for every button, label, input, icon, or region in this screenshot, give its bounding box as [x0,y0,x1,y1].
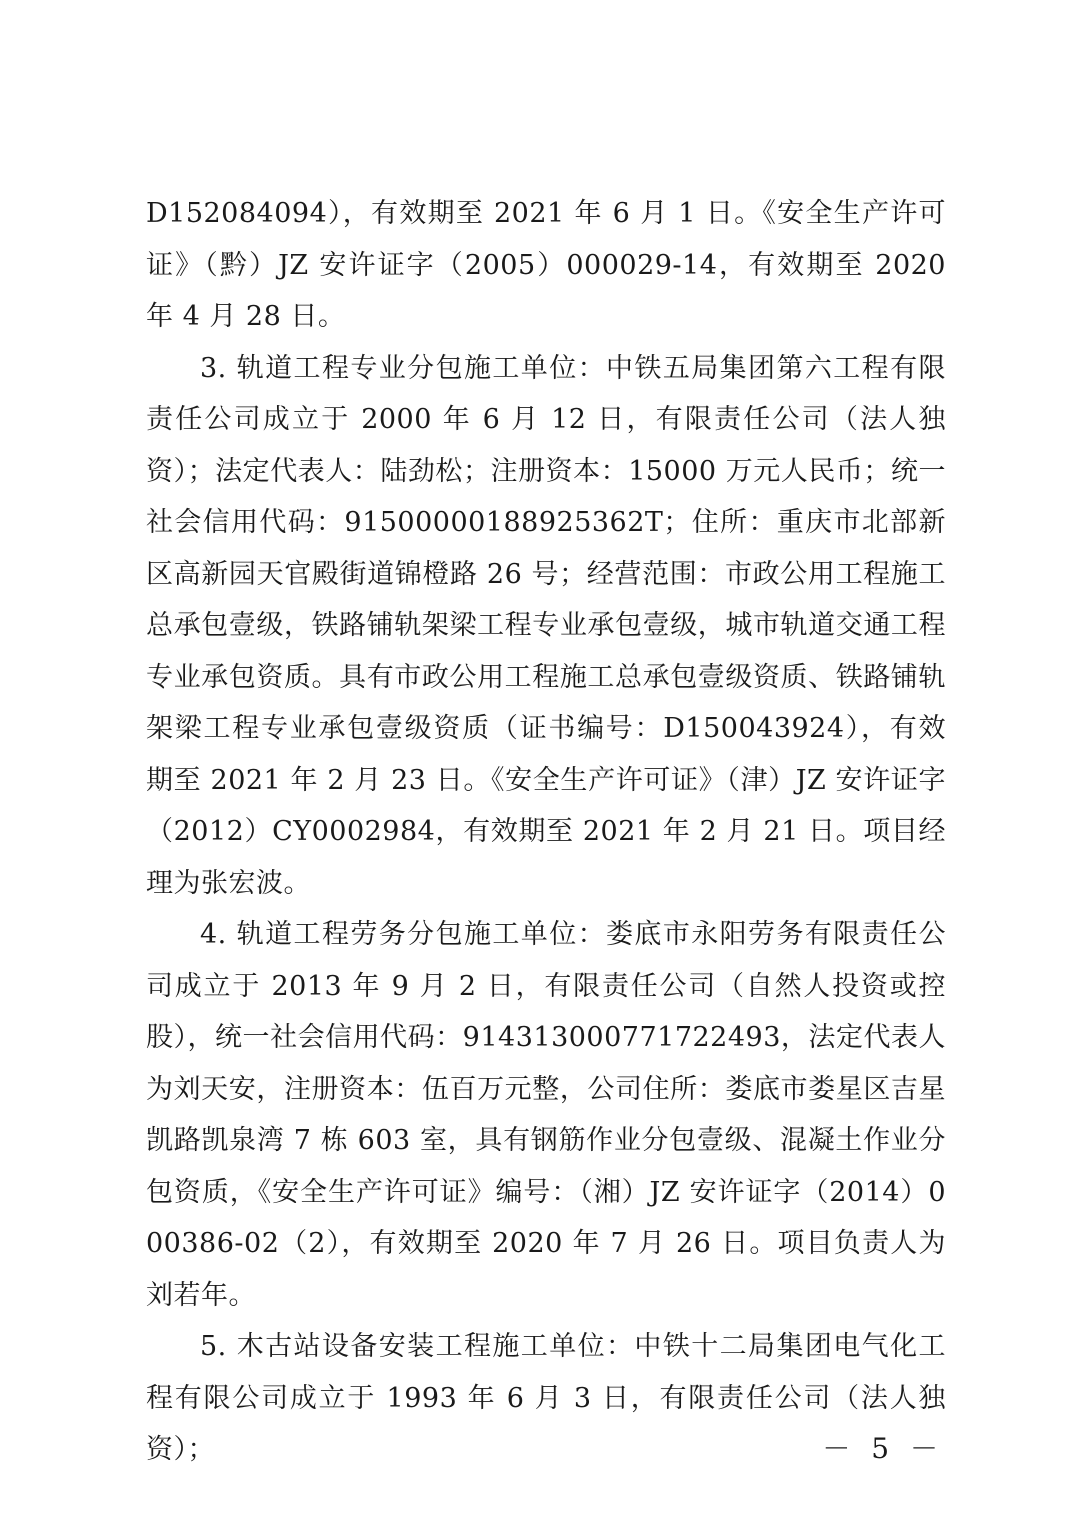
body-text [146,188,946,1476]
paragraph-item-5: 5. 木古站设备安装工程施工单位：中铁十二局集团电气化工程有限公司成立于 1993 年 6 月 3 日，有限责任公司（法人独资）； [146,1331,946,1465]
page-number: － 5 － [822,1432,944,1465]
paragraph-item-4: 4. 轨道工程劳务分包施工单位：娄底市永阳劳务有限责任公司成立于 2013 年 9 月 2 日，有限责任公司（自然人投资或控股），统一社会信用代码：914313000771722493，法定代表人为刘天安，注册资本：伍百万元整，公司住所：娄底市娄星区吉星凯路凯泉湾 7 栋 603 室，具有钢筋作业分包壹级、混凝土作业分包资质，《安全生产许可证》编号：（湘）JZ 安许证字（2014）000386-02（2），有效期至 2020 年 7 月 26 日。项目负责人为刘若年。 [146,919,946,1311]
paragraph-item-3: 3. 轨道工程专业分包施工单位：中铁五局集团第六工程有限责任公司成立于 2000 年 6 月 12 日，有限责任公司（法人独资）；法定代表人：陆劲松；注册资本：15000 万元人民币；统一社会信用代码：91500000188925362T；住所：重庆市北部新区高新园天官殿街道锦橙路 26 号；经营范围：市政公用工程施工总承包壹级，铁路铺轨架梁工程专业承包壹级，城市轨道交通工程专业承包资质。具有市政公用工程施工总承包壹级资质、铁路铺轨架梁工程专业承包壹级资质（证书编号：D150043924），有效期至 2021 年 2 月 23 日。《安全生产许可证》（津）JZ 安许证字（2012）CY0002984，有效期至 2021 年 2 月 21 日。项目经理为张宏波。 [146,352,946,899]
paragraph-continuation: D152084094），有效期至 2021 年 6 月 1 日。《安全生产许可证》（黔）JZ 安许证字（2005）000029-14，有效期至 2020 年 4 月 28 日。 [146,198,946,332]
